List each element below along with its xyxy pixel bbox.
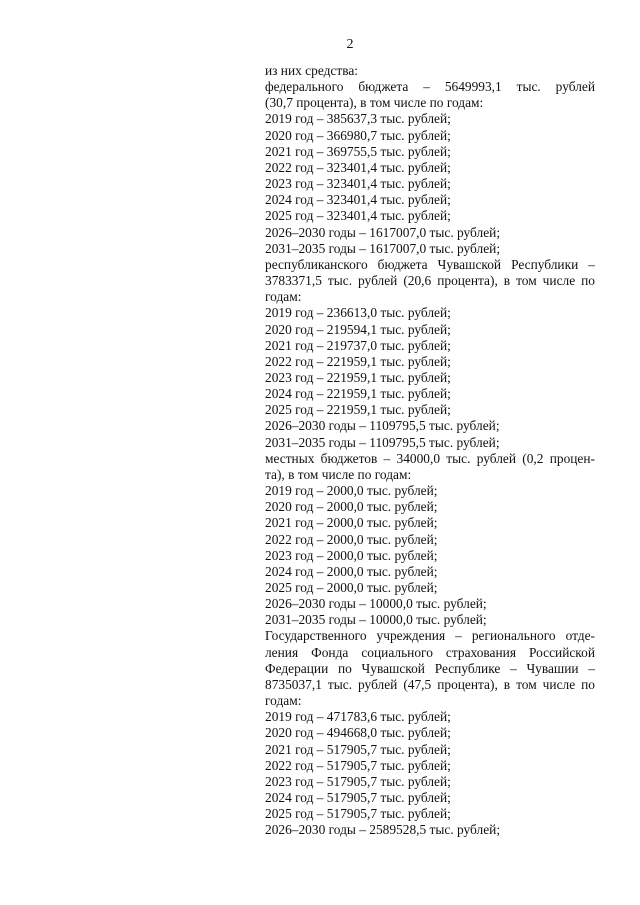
text-line: 2024 год – 221959,1 тыс. рублей;: [265, 386, 451, 402]
text-line: 2031–2035 годы – 1617007,0 тыс. рублей;: [265, 240, 501, 256]
text-line: республиканского бюджета Чувашской Республики –: [265, 256, 595, 272]
text-line: из них средства:: [265, 63, 359, 78]
text-line: 2021 год – 369755,5 тыс. рублей;: [265, 143, 451, 159]
text-line: местных бюджетов – 34000,0 тыс. рублей (0,2 процен-: [265, 450, 595, 466]
text-line: 2025 год – 221959,1 тыс. рублей;: [265, 402, 451, 418]
text-line: 2024 год – 323401,4 тыс. рублей;: [265, 192, 451, 208]
text-line: Государственного учреждения – регионального отде-: [265, 628, 595, 644]
text-line: 2019 год – 471783,6 тыс. рублей;: [265, 709, 451, 725]
text-line: 2019 год – 236613,0 тыс. рублей;: [265, 305, 451, 321]
text-line: ления Фонда социального страхования Российской: [265, 644, 595, 660]
text-line: 2026–2030 годы – 2589528,5 тыс. рублей;: [265, 822, 501, 838]
text-line: годам:: [265, 289, 302, 305]
text-line: 2020 год – 494668,0 тыс. рублей;: [265, 725, 451, 741]
text-line: 2026–2030 годы – 10000,0 тыс. рублей;: [265, 596, 487, 612]
text-line: 2025 год – 2000,0 тыс. рублей;: [265, 580, 438, 595]
text-line: 2021 год – 2000,0 тыс. рублей;: [265, 515, 438, 531]
text-line: Федерации по Чувашской Республике – Чувашии –: [265, 660, 595, 676]
text-line: 2023 год – 323401,4 тыс. рублей;: [265, 176, 451, 192]
text-line: 2019 год – 385637,3 тыс. рублей;: [265, 111, 451, 127]
text-line: 2022 год – 2000,0 тыс. рублей;: [265, 531, 438, 547]
text-line: 2024 год – 2000,0 тыс. рублей;: [265, 563, 438, 579]
text-line: 2020 год – 366980,7 тыс. рублей;: [265, 127, 451, 143]
text-line: 2023 год – 517905,7 тыс. рублей;: [265, 773, 451, 789]
document-body: [265, 63, 595, 839]
text-line: та), в том числе по годам:: [265, 466, 412, 482]
text-line: 2031–2035 годы – 10000,0 тыс. рублей;: [265, 612, 487, 628]
text-line: 2023 год – 2000,0 тыс. рублей;: [265, 547, 438, 563]
text-line: 2020 год – 2000,0 тыс. рублей;: [265, 499, 438, 515]
text-line: 3783371,5 тыс. рублей (20,6 процента), в том числе по: [265, 273, 595, 289]
page-number: 2: [346, 37, 354, 52]
text-line: 2031–2035 годы – 1109795,5 тыс. рублей;: [265, 434, 500, 450]
text-line: (30,7 процента), в том числе по годам:: [265, 95, 484, 111]
text-line: 2019 год – 2000,0 тыс. рублей;: [265, 483, 438, 499]
text-line: 2022 год – 323401,4 тыс. рублей;: [265, 159, 451, 175]
text-line: 2026–2030 годы – 1109795,5 тыс. рублей;: [265, 418, 500, 434]
text-line: 2022 год – 517905,7 тыс. рублей;: [265, 757, 451, 773]
text-line: 2021 год – 517905,7 тыс. рублей;: [265, 741, 451, 757]
text-line: 2026–2030 годы – 1617007,0 тыс. рублей;: [265, 224, 501, 240]
text-line: 8735037,1 тыс. рублей (47,5 процента), в том числе по: [265, 676, 595, 692]
text-line: федерального бюджета – 5649993,1 тыс. рублей: [265, 79, 595, 95]
text-line: годам:: [265, 693, 302, 709]
text-line: 2023 год – 221959,1 тыс. рублей;: [265, 369, 451, 385]
text-line: 2024 год – 517905,7 тыс. рублей;: [265, 790, 451, 806]
text-line: 2025 год – 517905,7 тыс. рублей;: [265, 806, 451, 822]
text-line: 2020 год – 219594,1 тыс. рублей;: [265, 321, 451, 337]
text-line: 2021 год – 219737,0 тыс. рублей;: [265, 337, 451, 353]
text-line: 2025 год – 323401,4 тыс. рублей;: [265, 208, 451, 224]
text-line: 2022 год – 221959,1 тыс. рублей;: [265, 353, 451, 369]
